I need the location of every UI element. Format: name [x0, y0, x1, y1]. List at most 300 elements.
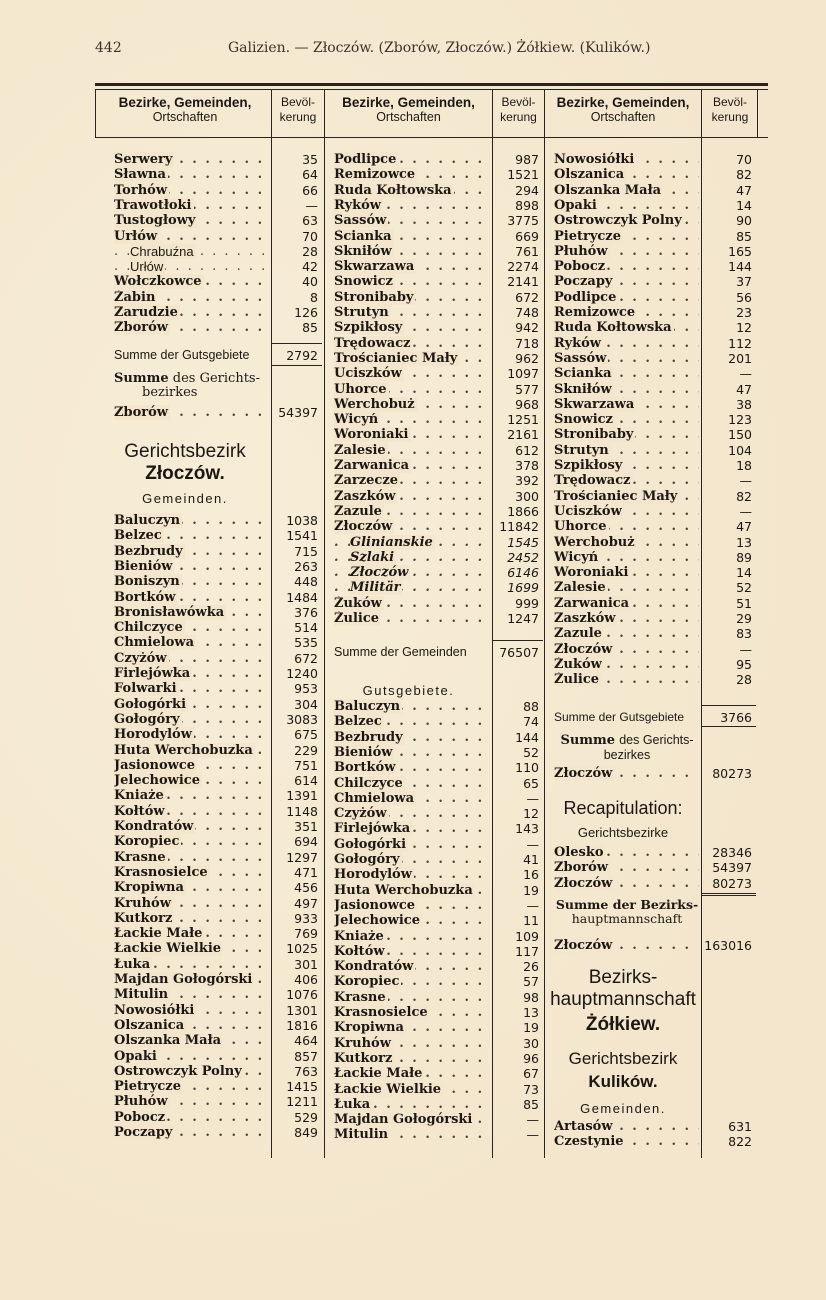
- row-label: Artasów: [554, 1119, 613, 1134]
- row-value: 3766: [720, 710, 752, 725]
- row-value: 529: [294, 1109, 318, 1125]
- row-label: Zborów: [114, 405, 168, 420]
- table-row: [334, 898, 543, 913]
- row-label: Sassów: [554, 350, 607, 366]
- row-value: 3083: [286, 711, 318, 727]
- table-row: [554, 274, 756, 289]
- table-row: [554, 244, 756, 259]
- table-row: [334, 806, 543, 821]
- table-row: [114, 758, 322, 773]
- table-row: [334, 580, 543, 595]
- row-value: —: [526, 897, 539, 913]
- row-label: Ostrowczyk Polny: [554, 213, 682, 229]
- row-label: Krasne: [114, 849, 166, 865]
- row-label: Bezbrudy: [114, 543, 183, 559]
- row-label: Urłów: [130, 259, 164, 275]
- row-value: 54397: [278, 405, 318, 420]
- table-row: [554, 657, 756, 672]
- row-label: Olszanica: [114, 1017, 185, 1033]
- table-row: [554, 351, 756, 366]
- table-row: [114, 926, 322, 941]
- table-row: [334, 1127, 543, 1142]
- row-value: 1240: [286, 666, 318, 681]
- table-row: [334, 519, 543, 534]
- row-label: Kniaże: [334, 928, 384, 944]
- row-label: Ruda Kołtowska: [554, 320, 672, 336]
- table-row: [334, 611, 543, 626]
- row-label: Bronisławówka: [114, 604, 225, 620]
- row-value: 229: [294, 742, 318, 758]
- table-row: [114, 320, 322, 335]
- row-label: Poczapy: [554, 274, 613, 290]
- row-label: Zarwanica: [334, 458, 410, 473]
- table-row: [554, 427, 756, 442]
- table-row: [334, 1112, 543, 1127]
- row-label: Uciszków: [334, 366, 402, 382]
- row-label: Nowosiółki: [114, 1002, 195, 1018]
- row-label: Olszanica: [554, 167, 625, 183]
- row-label: Płuhów: [554, 243, 608, 259]
- table-row: [114, 574, 322, 589]
- row-label: Zborów: [114, 320, 168, 336]
- row-label: Kołtów: [114, 803, 165, 819]
- row-label: Łackie Małe: [114, 926, 203, 942]
- row-value: 1076: [286, 987, 318, 1003]
- table-row: [114, 666, 322, 681]
- row-label: Złoczów: [554, 641, 613, 657]
- row-value: 1816: [286, 1017, 318, 1033]
- table-row: [334, 397, 543, 412]
- table-row: [334, 167, 543, 182]
- row-value: 47: [736, 519, 752, 535]
- row-value: 201: [728, 350, 752, 366]
- row-value: 769: [294, 926, 318, 942]
- row-value: 1699: [507, 580, 539, 596]
- row-value: 13: [523, 1005, 539, 1020]
- table-row: [554, 535, 756, 550]
- row-value: —: [526, 1112, 539, 1128]
- table-row: [114, 635, 322, 650]
- row-value: 1521: [507, 167, 539, 183]
- row-label: Sassów: [334, 213, 387, 229]
- row-label: Kondratów: [334, 959, 414, 975]
- table-row: [114, 819, 322, 834]
- column-header-name: Bezirke, Gemeinden, Ortschaften: [556, 95, 690, 124]
- row-label: Kropiwna: [114, 880, 184, 896]
- row-value: 675: [294, 727, 318, 743]
- row-label: Trawotłoki: [114, 197, 192, 213]
- table-row: [114, 290, 322, 305]
- row-label: Remizowce: [554, 305, 636, 320]
- row-value: 88: [523, 699, 539, 714]
- row-label: Trościaniec Mały: [334, 350, 458, 366]
- row-label: Glinianskie: [350, 534, 433, 550]
- row-label: Uhorce: [334, 381, 387, 397]
- table-row: [334, 412, 543, 427]
- row-value: 8: [310, 289, 318, 305]
- row-label: Skwarzawa: [554, 396, 635, 412]
- row-value: 351: [294, 819, 318, 834]
- row-value: —: [526, 836, 539, 852]
- row-label: Żuków: [554, 656, 602, 672]
- row-label: Skwarzawa: [334, 259, 415, 275]
- sum-rule: [702, 705, 756, 706]
- row-value: 535: [294, 635, 318, 651]
- bh-name: Żółkiew.: [585, 1014, 661, 1035]
- row-value: 11: [523, 913, 539, 929]
- row-value: 23: [736, 305, 752, 320]
- table-row: [114, 1125, 322, 1140]
- row-value: 80273: [712, 766, 752, 781]
- row-value: 117: [515, 943, 539, 959]
- row-value: 1391: [286, 788, 318, 804]
- page-number: 442: [95, 40, 122, 56]
- row-label: Zaszków: [554, 611, 616, 626]
- row-label: Opaki: [554, 197, 597, 213]
- table-row: [334, 852, 543, 867]
- row-label: Zarwanica: [554, 595, 630, 611]
- row-value: 19: [523, 882, 539, 898]
- table-row: [334, 596, 543, 611]
- row-value: 2792: [286, 348, 318, 363]
- sum-rule: [702, 726, 756, 727]
- table-row: [554, 458, 756, 473]
- table-row: [554, 320, 756, 335]
- table-row: [114, 727, 322, 742]
- table-row: [334, 760, 543, 775]
- table-row: [554, 213, 756, 228]
- row-label: Zarzecze: [334, 473, 398, 489]
- row-value: 144: [515, 729, 539, 745]
- table-row: [114, 987, 322, 1002]
- table-row: [114, 513, 322, 528]
- row-label: Wicyń: [334, 412, 379, 428]
- row-label: Pietrycze: [114, 1079, 181, 1095]
- table-row: [334, 366, 543, 381]
- row-value: 29: [736, 611, 752, 626]
- table-row: [334, 821, 543, 836]
- row-label: Stronibaby: [334, 289, 414, 305]
- column-divider: [324, 90, 325, 1158]
- table-row: [114, 651, 322, 666]
- row-label: Podlipce: [334, 152, 397, 167]
- gerichtsbezirk-name: Złoczów.: [145, 463, 225, 484]
- row-label: Summe der Gutsgebiete: [114, 348, 250, 362]
- row-label: Czyżów: [334, 806, 387, 822]
- row-value: 165: [728, 243, 752, 259]
- row-value: 968: [515, 396, 539, 412]
- row-value: 85: [523, 1096, 539, 1112]
- table-row: [554, 167, 756, 182]
- table-row: [334, 320, 543, 335]
- row-value: 456: [294, 880, 318, 896]
- row-label: Baluczyn: [114, 513, 181, 528]
- table-row: [334, 883, 543, 898]
- row-value: 57: [523, 974, 539, 990]
- row-value: 70: [736, 152, 752, 167]
- table-row: [554, 412, 756, 427]
- row-label: Krasnosielce: [334, 1005, 428, 1020]
- row-label: Snowicz: [554, 412, 613, 428]
- row-label: Opaki: [114, 1048, 157, 1064]
- row-label: Chmielowa: [114, 635, 194, 651]
- table-row: [334, 959, 543, 974]
- row-value: 56: [736, 289, 752, 305]
- table-row: [114, 1018, 322, 1033]
- row-label: Skniłów: [334, 243, 392, 259]
- table-row: [334, 489, 543, 504]
- row-label: Zazule: [554, 626, 602, 642]
- row-value: 514: [294, 620, 318, 636]
- row-label: Koropiec: [114, 834, 180, 850]
- summe-hmsch-row: [554, 938, 756, 953]
- row-value: 987: [515, 152, 539, 167]
- row-value: 85: [302, 320, 318, 336]
- row-label: Olszanka Mała: [554, 182, 662, 198]
- row-value: 1541: [286, 528, 318, 544]
- row-label: Łackie Wielkie: [334, 1081, 442, 1097]
- row-label: Żabin: [114, 289, 156, 305]
- table-row: [114, 620, 322, 635]
- table-row: [334, 427, 543, 442]
- row-value: 612: [515, 442, 539, 458]
- row-value: 98: [523, 989, 539, 1005]
- table-row: [554, 1134, 756, 1149]
- row-value: 2161: [507, 427, 539, 443]
- row-value: 2452: [507, 549, 539, 565]
- row-value: 669: [515, 228, 539, 244]
- row-label: Chmielowa: [334, 790, 414, 806]
- row-label: Kruhów: [114, 895, 171, 911]
- table-row: [554, 876, 756, 891]
- table-row: [334, 776, 543, 791]
- row-value: 577: [515, 381, 539, 397]
- table-row: [334, 244, 543, 259]
- table-row: [114, 198, 322, 213]
- table-row: [114, 1033, 322, 1048]
- table-row: [334, 213, 543, 228]
- table-row: [114, 681, 322, 696]
- table-row: [554, 504, 756, 519]
- row-value: 26: [523, 959, 539, 975]
- sum-rule: [493, 640, 543, 641]
- table-row: [334, 382, 543, 397]
- table-row: [334, 229, 543, 244]
- row-label: Woroniaki: [334, 427, 409, 443]
- summe-bezirk-label: Summe des Gerichts- bezirkes: [560, 733, 694, 762]
- gb-label: Gerichtsbezirk: [568, 1049, 678, 1068]
- row-value: 66: [302, 182, 318, 198]
- column-header-population: Bevöl- kerung: [500, 95, 537, 124]
- row-label: Huta Werchobuzka: [114, 742, 253, 758]
- row-value: 953: [294, 681, 318, 697]
- table-row: [334, 1005, 543, 1020]
- row-label: Bezbrudy: [334, 729, 403, 745]
- row-value: 1038: [286, 513, 318, 528]
- row-label: Summe der Gemeinden: [334, 645, 467, 659]
- row-value: 999: [515, 595, 539, 611]
- row-value: 448: [294, 574, 318, 590]
- row-value: 150: [728, 427, 752, 443]
- table-row: [554, 860, 756, 875]
- row-value: 614: [294, 773, 318, 789]
- row-label: Ostrowczyk Polny: [114, 1063, 242, 1079]
- row-label: Kruhów: [334, 1035, 391, 1051]
- table-row: [114, 712, 322, 727]
- row-value: 11842: [499, 519, 539, 535]
- row-label: Wicyń: [554, 549, 599, 565]
- row-label: Żulice: [554, 672, 600, 688]
- row-value: 12: [736, 320, 752, 336]
- row-label: Boniszyn: [114, 574, 180, 590]
- row-label: Krasnosielce: [114, 864, 208, 880]
- row-value: 96: [523, 1050, 539, 1066]
- table-row: [114, 773, 322, 788]
- row-value: 304: [294, 696, 318, 712]
- row-label: Trędowacz: [554, 473, 631, 489]
- table-row: [334, 1036, 543, 1051]
- row-value: 76507: [499, 645, 539, 660]
- row-value: 1866: [507, 503, 539, 519]
- row-value: 38: [736, 396, 752, 412]
- row-label: Czestynie: [554, 1134, 624, 1150]
- row-value: 67: [523, 1066, 539, 1082]
- row-value: 1297: [286, 849, 318, 865]
- row-label: Baluczyn: [334, 699, 401, 714]
- table-row: [334, 305, 543, 320]
- row-label: Łackie Wielkie: [114, 941, 222, 957]
- gb-name: Kulików.: [588, 1072, 658, 1091]
- table-row: [114, 274, 322, 289]
- row-value: 406: [294, 972, 318, 987]
- row-label: Urłów: [114, 228, 158, 244]
- row-label: Skniłów: [554, 381, 612, 397]
- summe-gemeinden-row: [334, 645, 543, 660]
- table-row: [554, 183, 756, 198]
- row-label: Huta Werchobuzka: [334, 882, 473, 898]
- row-label: Płuhów: [114, 1094, 168, 1110]
- row-value: 263: [294, 558, 318, 574]
- table-row: [334, 867, 543, 882]
- table-row: [554, 473, 756, 488]
- row-value: 30: [523, 1035, 539, 1051]
- table-row: [334, 1082, 543, 1097]
- table-edge: [95, 90, 96, 137]
- table-row: [114, 305, 322, 320]
- row-value: 65: [523, 775, 539, 791]
- row-label: Ryków: [554, 335, 601, 351]
- row-value: 1247: [507, 611, 539, 626]
- row-label: Zazule: [334, 503, 382, 519]
- row-label: Złoczów: [554, 875, 613, 891]
- recap-title: Recapitulation:: [563, 798, 683, 818]
- row-label: Woroniaki: [554, 565, 629, 581]
- row-value: 962: [515, 350, 539, 366]
- row-value: 300: [515, 488, 539, 504]
- row-value: 74: [523, 714, 539, 730]
- row-label: Majdan Gołogórski: [334, 1112, 473, 1128]
- column-header-population: Bevöl- kerung: [279, 95, 317, 124]
- row-label: Jelechowice: [114, 773, 200, 789]
- row-value: 41: [523, 852, 539, 867]
- row-value: 51: [736, 595, 752, 611]
- row-label: Snowicz: [334, 274, 393, 290]
- table-row: [114, 697, 322, 712]
- table-row: [334, 336, 543, 351]
- summe-bezirk-row: [114, 405, 322, 420]
- table-row: [114, 1079, 322, 1094]
- row-value: 1025: [286, 941, 318, 957]
- row-value: 112: [728, 335, 752, 351]
- summe-bezirk-row: [554, 766, 756, 781]
- table-row: [114, 544, 322, 559]
- summe-gutsgebiete-row: [114, 348, 322, 363]
- row-label: Pobocz: [114, 1109, 166, 1125]
- table-row: [554, 580, 756, 595]
- table-row: [554, 443, 756, 458]
- row-label: Złoczów: [554, 938, 613, 953]
- table-row: [114, 941, 322, 956]
- table-row: [334, 791, 543, 806]
- table-row: [334, 974, 543, 989]
- row-value: 715: [294, 543, 318, 559]
- summe-gutsgebiete-row: [554, 710, 756, 725]
- row-label: Szpikłosy: [554, 458, 623, 473]
- table-row: [114, 1049, 322, 1064]
- row-value: 12: [523, 806, 539, 822]
- table-row: [334, 944, 543, 959]
- table-row: [114, 850, 322, 865]
- table-row: [334, 458, 543, 473]
- row-value: 52: [736, 580, 752, 596]
- row-label: Bieniów: [334, 744, 393, 760]
- row-value: 144: [728, 259, 752, 275]
- table-row: [554, 305, 756, 320]
- table-row: [334, 183, 543, 198]
- row-label: Łackie Małe: [334, 1066, 423, 1082]
- table-row: [334, 473, 543, 488]
- row-value: 378: [515, 458, 539, 473]
- row-value: 70: [302, 228, 318, 244]
- row-label: Łuka: [334, 1096, 371, 1112]
- table-row: [114, 244, 322, 259]
- column-header-population: Bevöl- kerung: [711, 95, 749, 124]
- row-value: 933: [294, 910, 318, 926]
- row-label: Ruda Kołtowska: [334, 182, 452, 198]
- table-row: [114, 229, 322, 244]
- sum-rule: [272, 365, 322, 366]
- row-label: Zalesie: [554, 580, 606, 596]
- row-value: 126: [294, 305, 318, 320]
- row-value: 64: [302, 167, 318, 183]
- row-value: 73: [523, 1081, 539, 1097]
- row-label: Złoczów: [334, 519, 393, 535]
- row-label: Kondratów: [114, 819, 194, 834]
- row-value: 748: [515, 305, 539, 320]
- row-value: 631: [728, 1119, 752, 1134]
- row-value: 1148: [286, 803, 318, 819]
- row-label: Gołogóry: [114, 711, 180, 727]
- row-value: 54397: [712, 860, 752, 876]
- row-label: Kropiwna: [334, 1020, 404, 1036]
- table-row: [554, 550, 756, 565]
- row-label: Horodylów: [114, 727, 192, 743]
- table-row: [554, 198, 756, 213]
- table-row: [114, 972, 322, 987]
- row-label: Sławna: [114, 167, 166, 183]
- row-label: Szpikłosy: [334, 320, 403, 336]
- recap-subtitle: Gerichtsbezirke: [577, 825, 669, 840]
